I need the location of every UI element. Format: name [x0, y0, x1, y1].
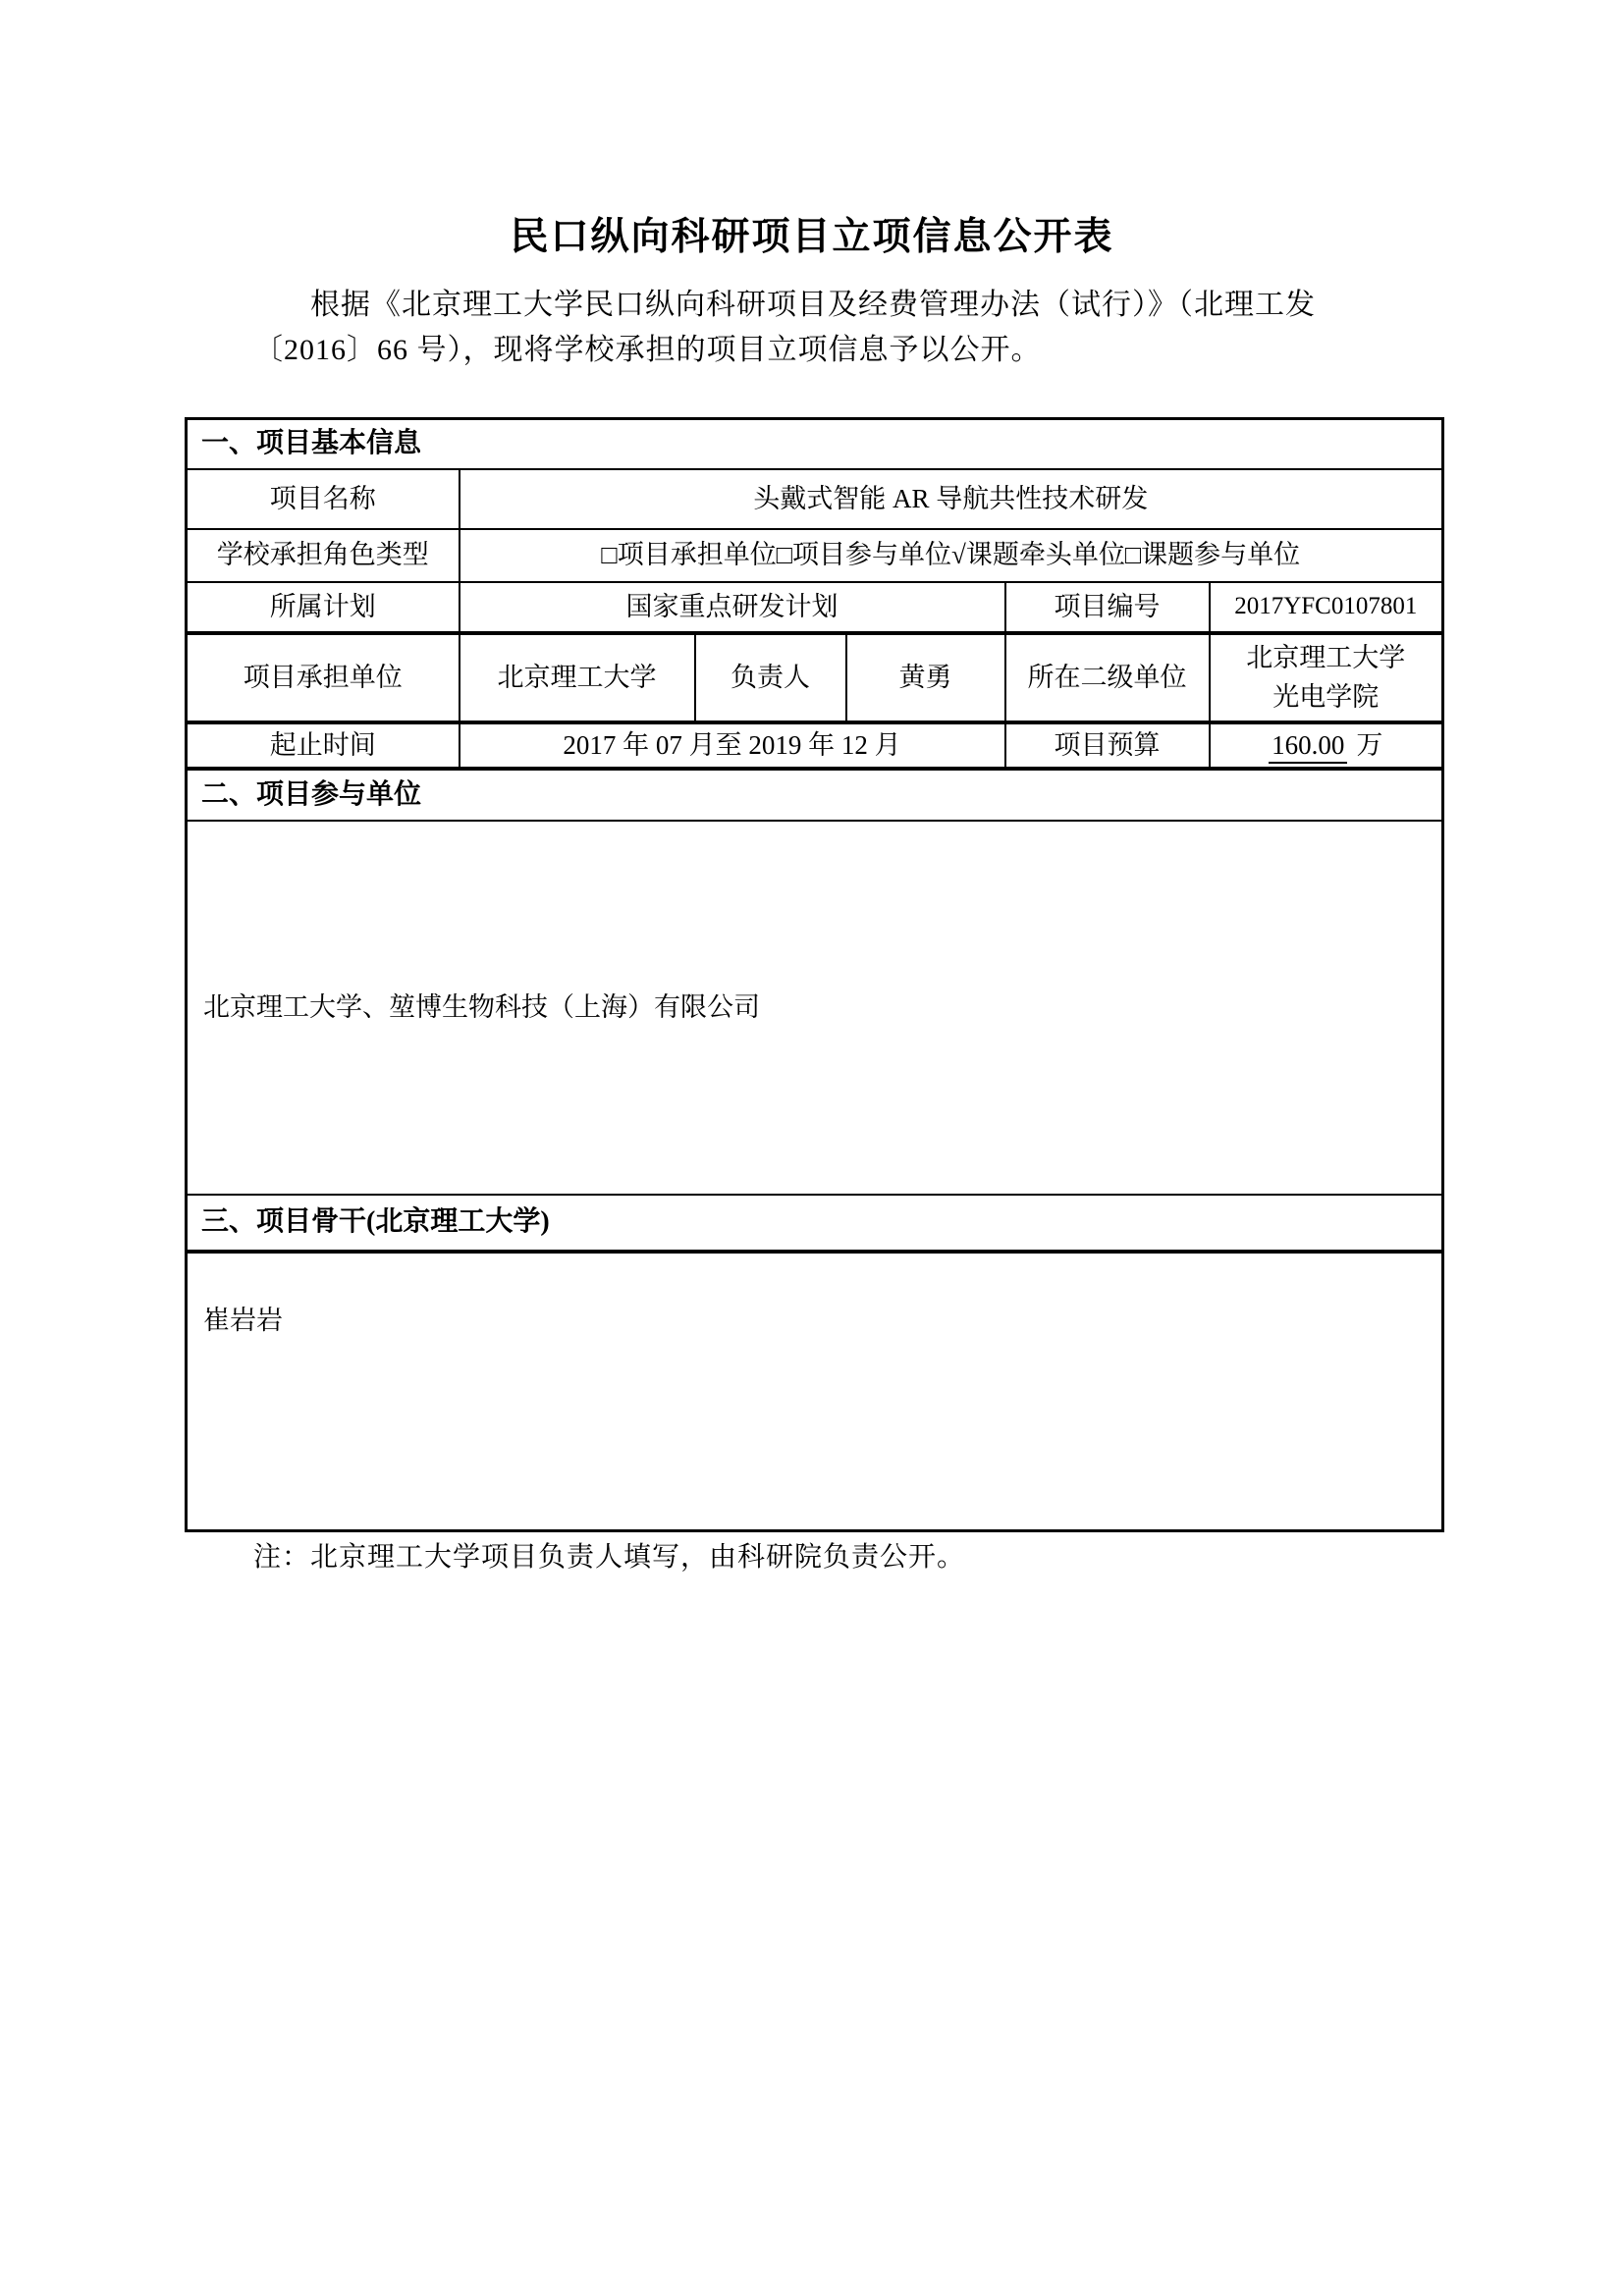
budget-unit: 万: [1356, 729, 1383, 760]
intro-line: 根据《北京理工大学民口纵向科研项目及经费管理办法（试行）》（北理工发: [310, 289, 1316, 321]
plan-value: 国家重点研发计划: [460, 582, 1005, 633]
budget-label: 项目预算: [1005, 722, 1210, 769]
dept-value: [1210, 633, 1443, 722]
project-name-value: 头戴式智能 AR 导航共性技术研发: [460, 469, 1443, 529]
dept-label: 所在二级单位: [1005, 633, 1210, 722]
undertaker-label: 项目承担单位: [187, 633, 460, 722]
role-type-value: □项目承担单位□项目参与单位√课题牵头单位□课题参与单位: [460, 529, 1443, 582]
duration-value: 2017 年 07 月至 2019 年 12 月: [460, 722, 1005, 769]
leader-value: 黄勇: [846, 633, 1005, 722]
section2-header-row: [187, 769, 1443, 821]
undertaker-value: 北京理工大学: [460, 633, 695, 722]
dept-value-line: 光电学院: [1272, 682, 1380, 712]
role-type-label: 学校承担角色类型: [187, 529, 460, 582]
section3-heading: 三、项目骨干(北京理工大学): [187, 1195, 1443, 1252]
plan-label: 所属计划: [187, 582, 460, 633]
project-name-row: [187, 469, 1443, 529]
undertaker-row: [187, 633, 1443, 722]
budget-value: [1210, 722, 1443, 769]
section1-header-row: [187, 419, 1443, 469]
budget-amount: 160.00: [1269, 730, 1347, 764]
section3-header-row: [187, 1195, 1443, 1252]
duration-label: 起止时间: [187, 722, 460, 769]
duration-row: [187, 722, 1443, 769]
project-info-table: [185, 417, 1444, 1532]
role-type-row: [187, 529, 1443, 582]
participating-units-value: 北京理工大学、堃博生物科技（上海）有限公司: [187, 821, 1443, 1195]
section2-content-row: [187, 821, 1443, 1195]
footer-note: 注：北京理工大学项目负责人填写，由科研院负责公开。: [253, 1542, 966, 1573]
section2-heading: 二、项目参与单位: [187, 769, 1443, 821]
section1-heading: 一、项目基本信息: [187, 419, 1443, 469]
dept-value-line: 北京理工大学: [1246, 643, 1406, 672]
intro-line: 〔2016〕66 号），现将学校承担的项目立项信息予以公开。: [253, 334, 1042, 366]
page-title: 民口纵向科研项目立项信息公开表: [510, 216, 1114, 258]
section3-content-row: [187, 1252, 1443, 1531]
project-code-value: 2017YFC0107801: [1210, 582, 1443, 633]
leader-label: 负责人: [695, 633, 846, 722]
project-backbone-value: 崔岩岩: [187, 1252, 1443, 1531]
intro-paragraph: [253, 283, 1378, 373]
project-code-label: 项目编号: [1005, 582, 1210, 633]
plan-row: [187, 582, 1443, 633]
project-name-label: 项目名称: [187, 469, 460, 529]
